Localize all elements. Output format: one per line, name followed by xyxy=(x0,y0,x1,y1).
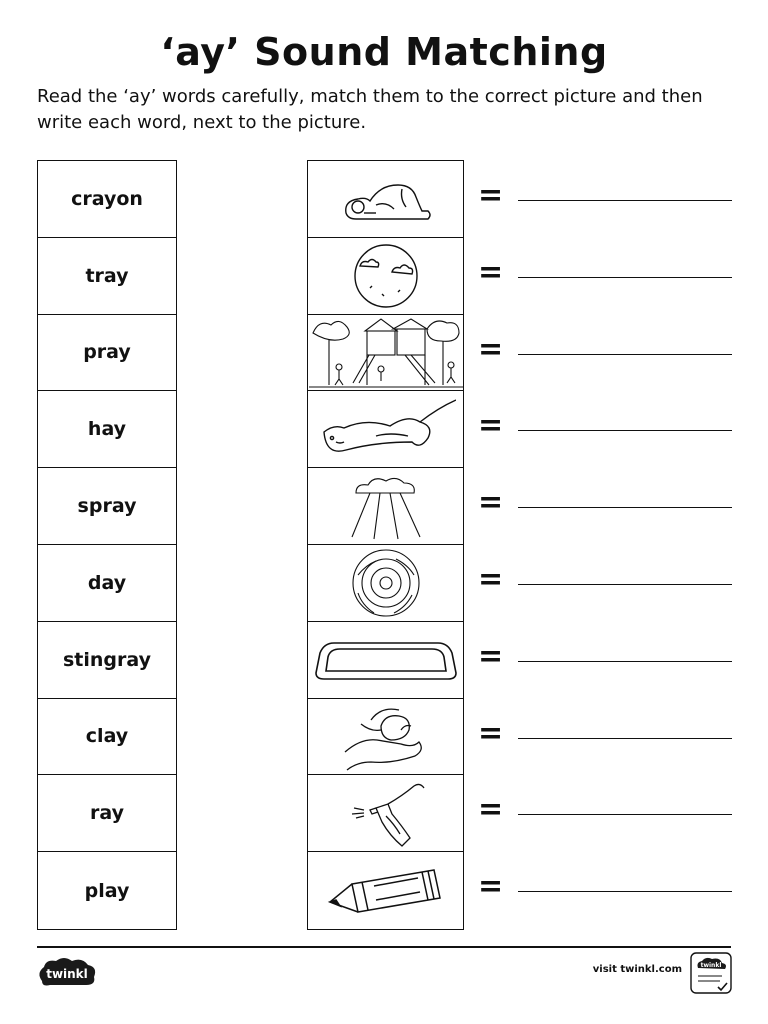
answer-line[interactable] xyxy=(518,200,732,201)
equals-sign: = xyxy=(478,254,504,290)
equals-sign: = xyxy=(478,869,504,905)
badge-text: twinkl xyxy=(700,962,722,969)
equals-sign: = xyxy=(478,638,504,674)
answer-line[interactable] xyxy=(518,738,732,739)
answer-row xyxy=(478,774,732,851)
word-cell: pray xyxy=(38,315,176,392)
page-title: ‘ay’ Sound Matching xyxy=(160,30,608,74)
playground-picture xyxy=(308,315,463,392)
quality-badge xyxy=(690,952,732,994)
answer-row xyxy=(478,160,732,237)
word-cell: tray xyxy=(38,238,176,315)
clay-hands-picture xyxy=(308,699,463,776)
crayon-picture xyxy=(308,852,463,929)
answer-line[interactable] xyxy=(518,584,732,585)
logo-text: twinkl xyxy=(46,967,88,981)
sun-rays-picture xyxy=(308,468,463,545)
answer-row xyxy=(478,698,732,775)
answer-line[interactable] xyxy=(518,277,732,278)
twinkl-logo[interactable] xyxy=(36,955,98,989)
footer-divider xyxy=(37,946,731,948)
word-cell: clay xyxy=(38,699,176,776)
answer-row xyxy=(478,237,732,314)
answer-row xyxy=(478,314,732,391)
word-cell: day xyxy=(38,545,176,622)
answer-row xyxy=(478,544,732,621)
answer-row xyxy=(478,621,732,698)
word-cell: crayon xyxy=(38,161,176,238)
answer-row xyxy=(478,390,732,467)
answer-line[interactable] xyxy=(518,430,732,431)
visit-link[interactable]: visit twinkl.com xyxy=(592,964,682,975)
equals-sign: = xyxy=(478,485,504,521)
answer-line[interactable] xyxy=(518,891,732,892)
equals-sign: = xyxy=(478,331,504,367)
equals-sign: = xyxy=(478,792,504,828)
answer-row xyxy=(478,467,732,544)
answer-line[interactable] xyxy=(518,661,732,662)
hay-bale-picture xyxy=(308,545,463,622)
equals-sign: = xyxy=(478,715,504,751)
stingray-picture xyxy=(308,391,463,468)
word-cell: hay xyxy=(38,391,176,468)
word-cell: stingray xyxy=(38,622,176,699)
word-cell: play xyxy=(84,879,130,902)
sunny-sky-picture xyxy=(308,238,463,315)
spray-bottle-picture xyxy=(308,775,463,852)
answer-line[interactable] xyxy=(518,354,732,355)
equals-sign: = xyxy=(478,561,504,597)
answer-row xyxy=(478,851,732,928)
answer-line[interactable] xyxy=(518,814,732,815)
answer-column xyxy=(478,160,732,928)
picture-column xyxy=(307,160,464,930)
word-cell: ray xyxy=(38,775,176,852)
tray-picture xyxy=(308,622,463,699)
instructions-text: Read the ‘ay’ words carefully, match them to the correct picture and then write each word, next to the picture. xyxy=(37,86,703,133)
person-praying-picture xyxy=(308,161,463,238)
word-column xyxy=(37,160,177,930)
equals-sign: = xyxy=(478,178,504,213)
word-cell: spray xyxy=(38,468,176,545)
answer-line[interactable] xyxy=(518,507,732,508)
equals-sign: = xyxy=(478,408,504,444)
